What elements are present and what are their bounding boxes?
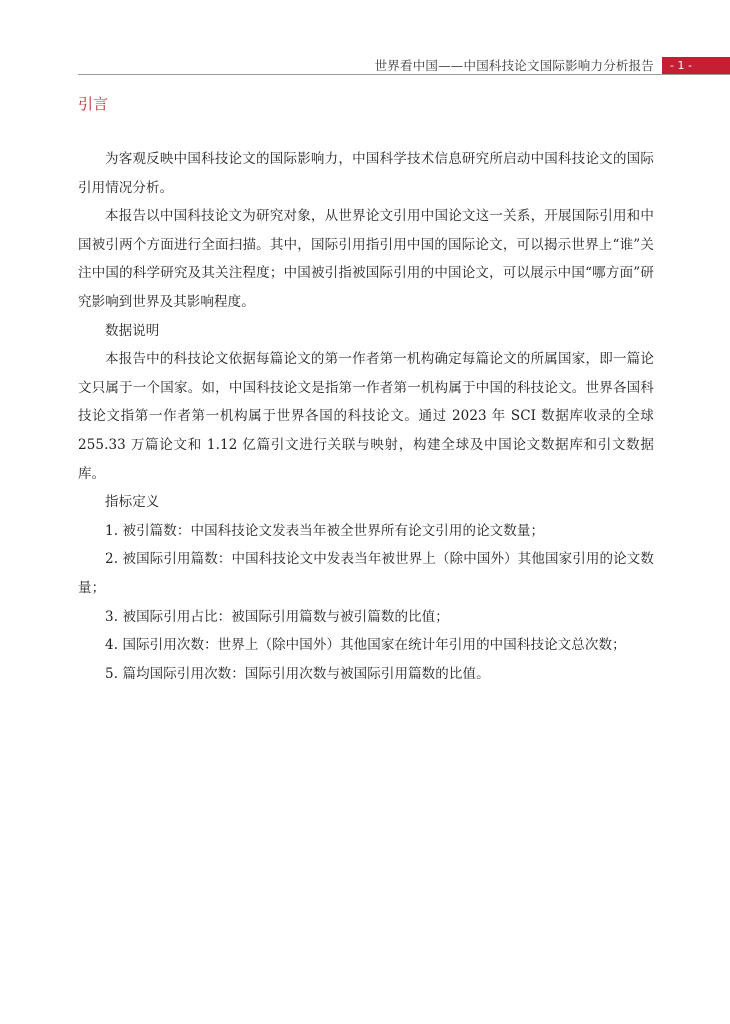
definition-item-4: 4. 国际引用次数：世界上（除中国外）其他国家在统计年引用的中国科技论文总次数；	[105, 637, 626, 654]
definition-item-2: 2. 被国际引用篇数：中国科技论文中发表当年被世界上（除中国外）其他国家引用的论文数量；	[78, 551, 654, 596]
report-title: 世界看中国——中国科技论文国际影响力分析报告	[374, 58, 654, 73]
subheading-indicator-definitions: 指标定义	[105, 494, 160, 511]
definition-item-1: 1. 被引篇数：中国科技论文发表当年被全世界所有论文引用的论文数量；	[105, 522, 545, 539]
section-heading-introduction: 引言	[78, 95, 109, 113]
definition-item-5: 5. 篇均国际引用次数：国际引用次数与被国际引用篇数的比值。	[105, 665, 490, 682]
paragraph-data-notes: 本报告中的科技论文依据每篇论文的第一作者第一机构确定每篇论文的所属国家，即一篇论文只属于一个国家。如，中国科技论文是指第一作者第一机构属于中国的科技论文。世界各国科技论文指第一作者第一机构属于世界各国的科技论文。通过 2023 年 SCI 数据库收录的全球 255.33 万篇论文和 1.12 亿篇引文进行关联与映射，构建全球及中国论文数据库和引文数据库。	[78, 351, 654, 482]
definition-item-3: 3. 被国际引用占比：被国际引用篇数与被引篇数的比值；	[105, 608, 449, 625]
header-divider	[78, 74, 730, 75]
page-number-badge: - 1 -	[662, 57, 730, 74]
subheading-data-notes: 数据说明	[105, 322, 160, 339]
body-text	[78, 145, 654, 688]
paragraph-purpose: 为客观反映中国科技论文的国际影响力，中国科学技术信息研究所启动中国科技论文的国际引用情况分析。	[78, 151, 654, 196]
paragraph-scope: 本报告以中国科技论文为研究对象，从世界论文引用中国论文这一关系，开展国际引用和中国被引两个方面进行全面扫描。其中，国际引用指引用中国的国际论文，可以揭示世界上“谁”关注中国的科学研究及其关注程度；中国被引指被国际引用的中国论文，可以展示中国“哪方面”研究影响到世界及其影响程度。	[78, 208, 654, 310]
running-header	[78, 50, 730, 74]
